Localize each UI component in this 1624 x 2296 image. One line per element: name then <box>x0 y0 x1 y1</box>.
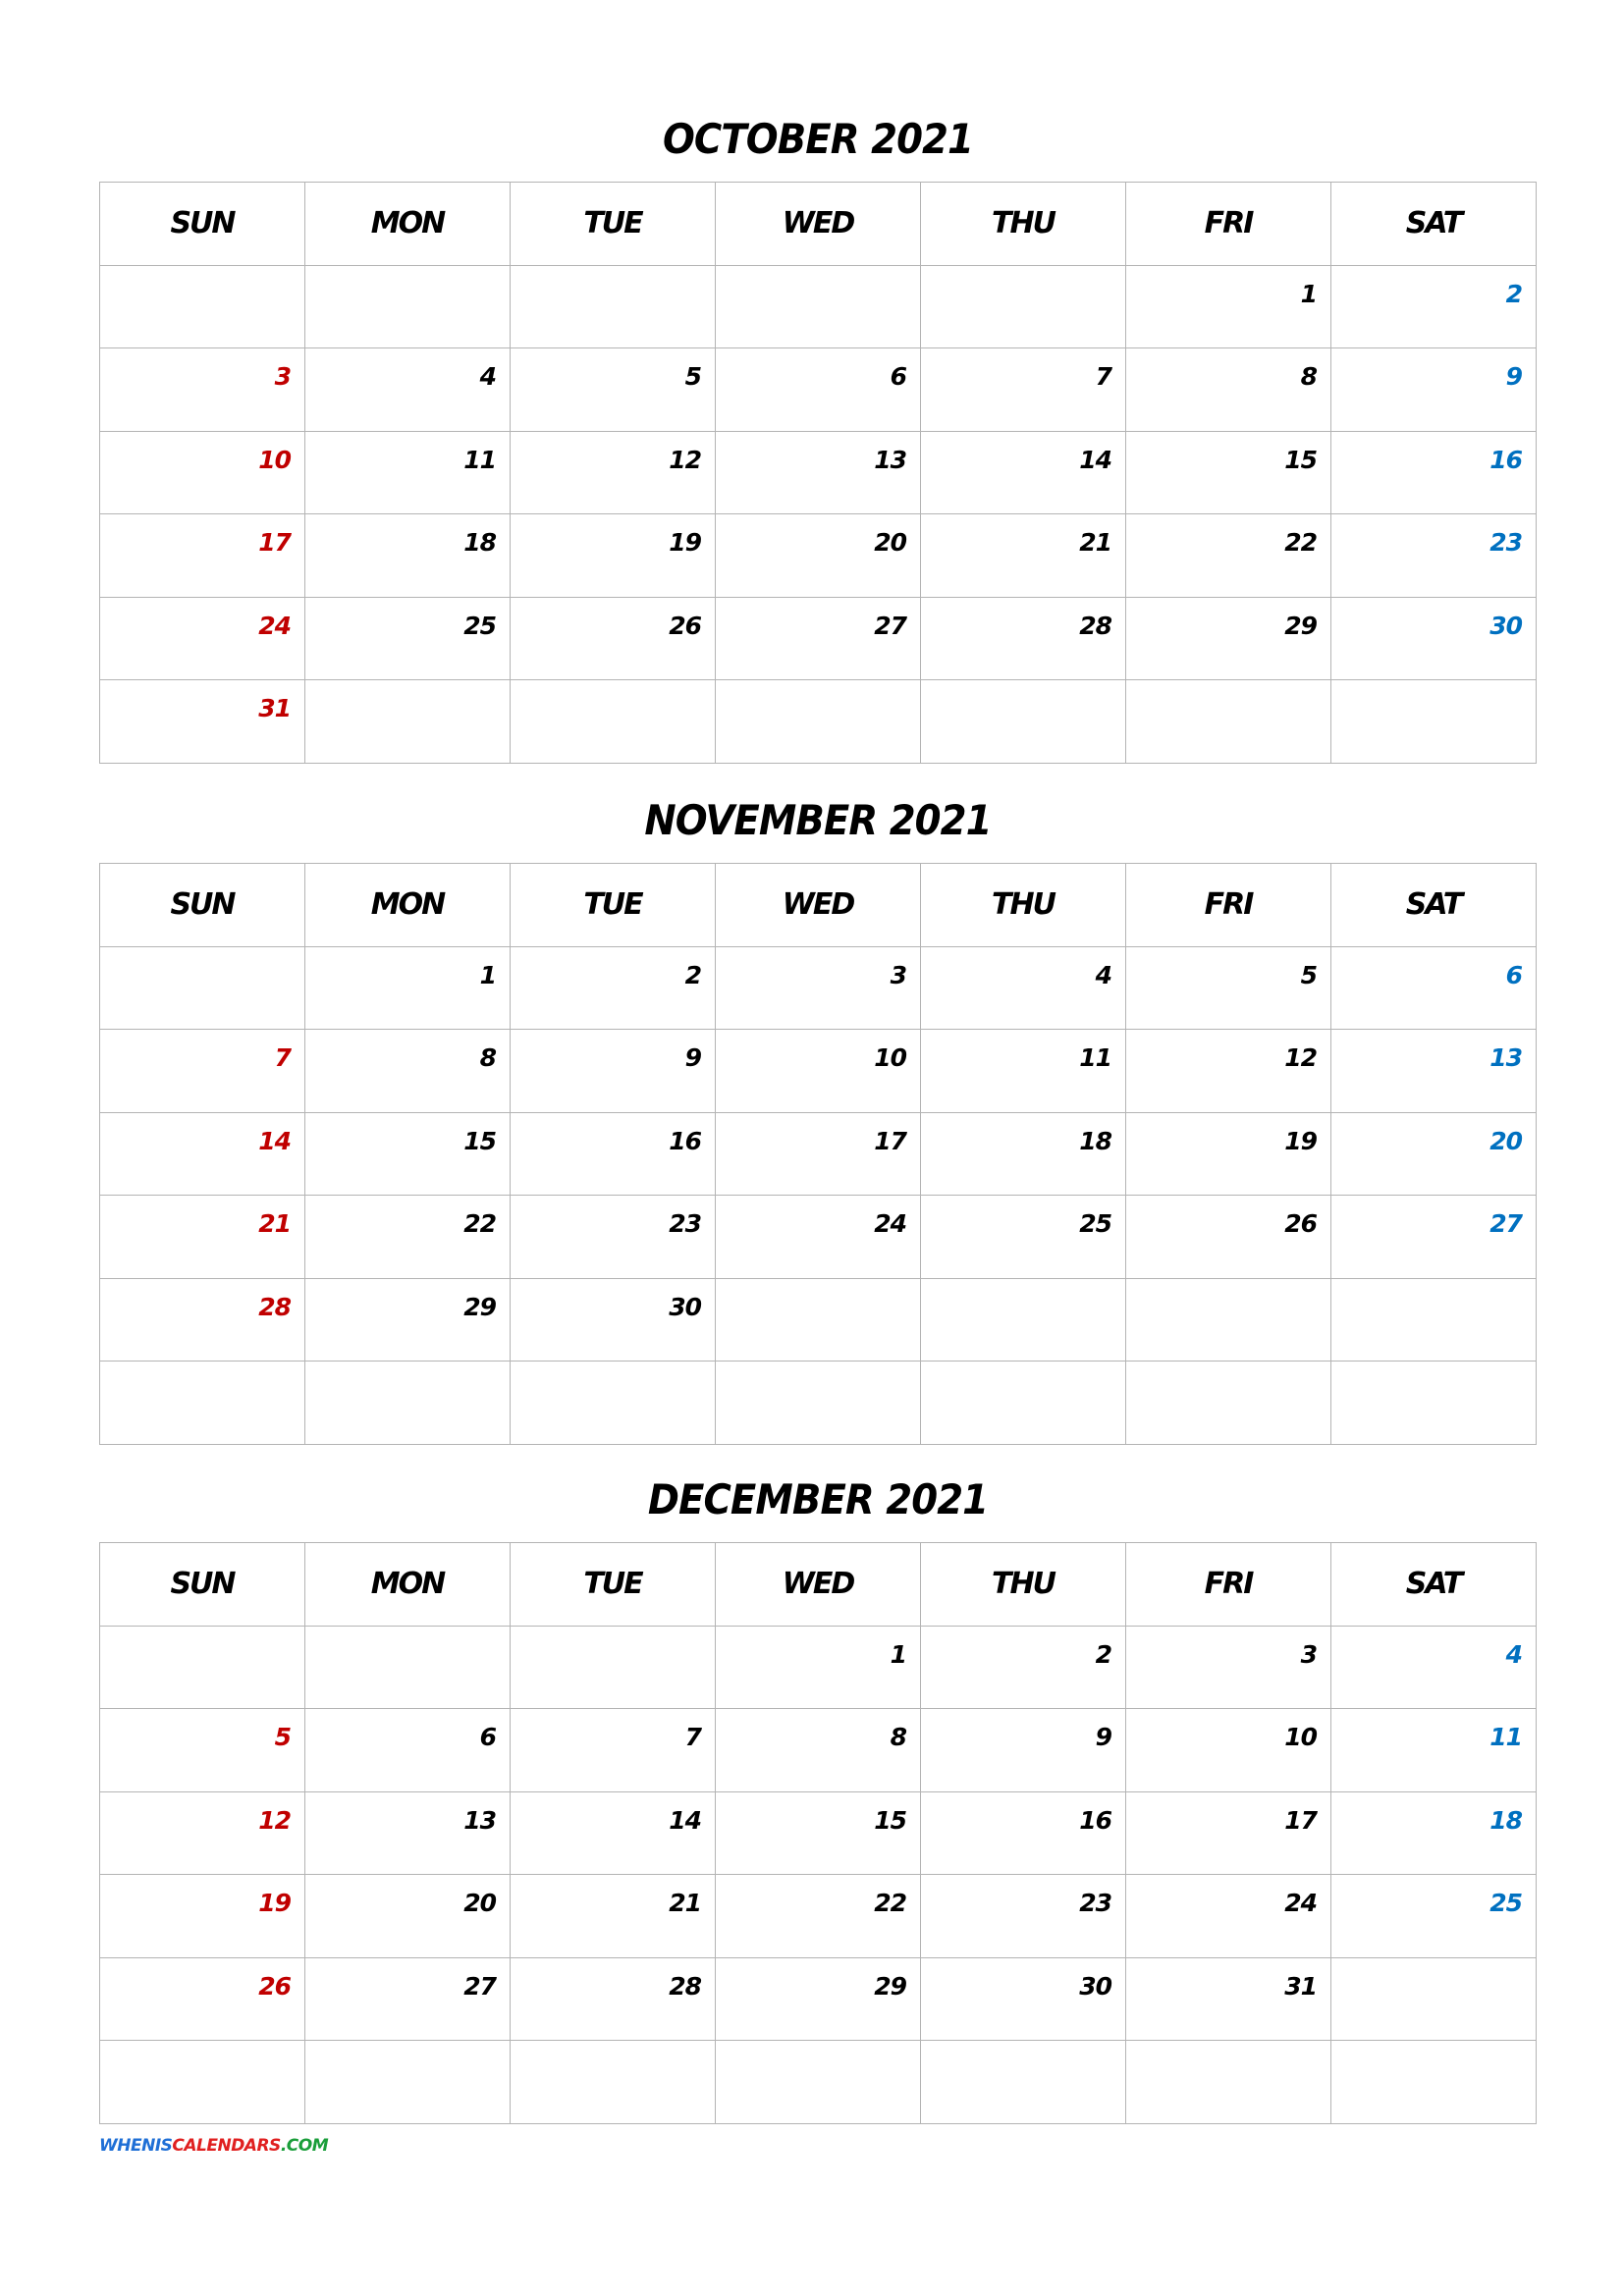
day-cell[interactable]: 5 <box>1126 946 1331 1030</box>
day-cell[interactable]: 31 <box>100 680 305 764</box>
day-cell[interactable]: 18 <box>1331 1791 1537 1875</box>
day-cell[interactable]: 11 <box>305 431 511 514</box>
day-cell <box>100 1362 305 1445</box>
day-cell <box>511 680 716 764</box>
week-row <box>100 1791 1537 1875</box>
day-cell[interactable]: 25 <box>305 597 511 680</box>
week-row <box>100 2041 1537 2124</box>
day-cell[interactable]: 26 <box>1126 1196 1331 1279</box>
weekday-header: FRI <box>1126 1543 1331 1627</box>
day-cell[interactable]: 1 <box>1126 265 1331 348</box>
day-cell <box>100 2041 305 2124</box>
day-cell <box>1331 1957 1537 2041</box>
month-grid <box>99 863 1537 1445</box>
day-cell <box>511 265 716 348</box>
day-cell[interactable]: 16 <box>511 1112 716 1196</box>
weekday-header: THU <box>921 1543 1126 1627</box>
day-cell[interactable]: 21 <box>921 514 1126 598</box>
day-cell[interactable]: 3 <box>1126 1626 1331 1709</box>
day-cell[interactable]: 30 <box>921 1957 1126 2041</box>
day-cell[interactable]: 6 <box>1331 946 1537 1030</box>
week-row <box>100 514 1537 598</box>
weekday-header: SAT <box>1331 183 1537 266</box>
day-cell[interactable]: 2 <box>921 1626 1126 1709</box>
month-grid <box>99 1542 1537 2124</box>
weekday-header: SAT <box>1331 864 1537 947</box>
day-cell <box>1331 680 1537 764</box>
weekday-header: MON <box>305 1543 511 1627</box>
day-cell[interactable]: 5 <box>511 348 716 432</box>
day-cell[interactable]: 23 <box>1331 514 1537 598</box>
day-cell[interactable]: 12 <box>100 1791 305 1875</box>
weekday-header: SUN <box>100 864 305 947</box>
day-cell <box>716 265 921 348</box>
day-cell[interactable]: 12 <box>1126 1030 1331 1113</box>
day-cell <box>921 1278 1126 1362</box>
weekday-header: TUE <box>511 864 716 947</box>
week-row <box>100 1957 1537 2041</box>
day-cell <box>716 680 921 764</box>
day-cell <box>1331 2041 1537 2124</box>
week-row <box>100 348 1537 432</box>
week-row <box>100 265 1537 348</box>
logo-part-2: CALENDARS <box>172 2136 281 2156</box>
day-cell <box>716 2041 921 2124</box>
day-cell[interactable]: 23 <box>511 1196 716 1279</box>
day-cell <box>511 2041 716 2124</box>
week-row <box>100 946 1537 1030</box>
day-cell[interactable]: 13 <box>1331 1030 1537 1113</box>
day-cell[interactable]: 1 <box>716 1626 921 1709</box>
day-cell[interactable]: 3 <box>716 946 921 1030</box>
week-row <box>100 1278 1537 1362</box>
day-cell[interactable]: 29 <box>1126 597 1331 680</box>
day-cell[interactable]: 27 <box>716 597 921 680</box>
day-cell[interactable]: 30 <box>1331 597 1537 680</box>
day-cell[interactable]: 1 <box>305 946 511 1030</box>
day-cell[interactable]: 4 <box>921 946 1126 1030</box>
day-cell <box>1331 1362 1537 1445</box>
weekday-header: WED <box>716 1543 921 1627</box>
day-cell[interactable]: 20 <box>716 514 921 598</box>
day-cell[interactable]: 29 <box>716 1957 921 2041</box>
weekday-header: MON <box>305 183 511 266</box>
day-cell[interactable]: 9 <box>1331 348 1537 432</box>
day-cell <box>100 265 305 348</box>
day-cell <box>716 1362 921 1445</box>
day-cell[interactable]: 25 <box>1331 1875 1537 1958</box>
day-cell[interactable]: 19 <box>100 1875 305 1958</box>
weekday-header: SUN <box>100 183 305 266</box>
day-cell <box>305 1362 511 1445</box>
day-cell[interactable]: 18 <box>305 514 511 598</box>
day-cell[interactable]: 14 <box>511 1791 716 1875</box>
day-cell[interactable]: 27 <box>305 1957 511 2041</box>
day-cell[interactable]: 28 <box>921 597 1126 680</box>
day-cell[interactable]: 9 <box>921 1709 1126 1792</box>
day-cell[interactable]: 24 <box>716 1196 921 1279</box>
day-cell[interactable]: 23 <box>921 1875 1126 1958</box>
weekday-header: MON <box>305 864 511 947</box>
day-cell[interactable]: 24 <box>1126 1875 1331 1958</box>
site-logo[interactable] <box>99 2136 328 2156</box>
weekday-header: TUE <box>511 1543 716 1627</box>
day-cell[interactable]: 17 <box>716 1112 921 1196</box>
day-cell[interactable]: 11 <box>921 1030 1126 1113</box>
day-cell[interactable]: 2 <box>511 946 716 1030</box>
weekday-header-row <box>100 864 1537 947</box>
month-title: NOVEMBER 2021 <box>644 796 992 844</box>
day-cell[interactable]: 10 <box>716 1030 921 1113</box>
day-cell[interactable]: 13 <box>305 1791 511 1875</box>
month-title: OCTOBER 2021 <box>663 115 973 163</box>
day-cell <box>921 2041 1126 2124</box>
weekday-header: WED <box>716 864 921 947</box>
day-cell[interactable]: 7 <box>921 348 1126 432</box>
day-cell <box>305 265 511 348</box>
day-cell <box>921 680 1126 764</box>
day-cell <box>511 1362 716 1445</box>
day-cell <box>921 265 1126 348</box>
day-cell <box>921 1362 1126 1445</box>
week-row <box>100 1196 1537 1279</box>
day-cell[interactable]: 10 <box>1126 1709 1331 1792</box>
week-row <box>100 597 1537 680</box>
day-cell[interactable]: 11 <box>1331 1709 1537 1792</box>
day-cell[interactable]: 7 <box>511 1709 716 1792</box>
week-row <box>100 1626 1537 1709</box>
day-cell[interactable]: 14 <box>921 431 1126 514</box>
day-cell[interactable]: 26 <box>100 1957 305 2041</box>
day-cell[interactable]: 16 <box>921 1791 1126 1875</box>
day-cell <box>1126 1362 1331 1445</box>
week-row <box>100 1112 1537 1196</box>
day-cell[interactable]: 26 <box>511 597 716 680</box>
month-title: DECEMBER 2021 <box>647 1475 989 1523</box>
day-cell[interactable]: 21 <box>511 1875 716 1958</box>
day-cell <box>1126 2041 1331 2124</box>
weekday-header: FRI <box>1126 864 1331 947</box>
day-cell[interactable]: 28 <box>511 1957 716 2041</box>
day-cell[interactable]: 29 <box>305 1278 511 1362</box>
day-cell[interactable]: 28 <box>100 1278 305 1362</box>
day-cell[interactable]: 20 <box>1331 1112 1537 1196</box>
weekday-header: FRI <box>1126 183 1331 266</box>
day-cell[interactable]: 22 <box>1126 514 1331 598</box>
day-cell[interactable]: 31 <box>1126 1957 1331 2041</box>
day-cell[interactable]: 20 <box>305 1875 511 1958</box>
day-cell[interactable]: 22 <box>716 1875 921 1958</box>
week-row <box>100 680 1537 764</box>
day-cell[interactable]: 13 <box>716 431 921 514</box>
day-cell[interactable]: 4 <box>1331 1626 1537 1709</box>
month-grid <box>99 182 1537 764</box>
weekday-header-row <box>100 1543 1537 1627</box>
day-cell[interactable]: 6 <box>716 348 921 432</box>
day-cell[interactable]: 7 <box>100 1030 305 1113</box>
day-cell <box>100 1626 305 1709</box>
day-cell <box>305 1626 511 1709</box>
day-cell[interactable]: 30 <box>511 1278 716 1362</box>
logo-part-3: .COM <box>280 2136 329 2156</box>
day-cell <box>305 2041 511 2124</box>
day-cell[interactable]: 15 <box>716 1791 921 1875</box>
week-row <box>100 1709 1537 1792</box>
day-cell[interactable]: 15 <box>1126 431 1331 514</box>
day-cell[interactable]: 22 <box>305 1196 511 1279</box>
day-cell <box>305 680 511 764</box>
day-cell[interactable]: 17 <box>1126 1791 1331 1875</box>
weekday-header: TUE <box>511 183 716 266</box>
weekday-header: SAT <box>1331 1543 1537 1627</box>
day-cell[interactable]: 5 <box>100 1709 305 1792</box>
day-cell[interactable]: 10 <box>100 431 305 514</box>
weekday-header-row <box>100 183 1537 266</box>
weekday-header: WED <box>716 183 921 266</box>
day-cell <box>100 946 305 1030</box>
weekday-header: THU <box>921 864 1126 947</box>
day-cell[interactable]: 15 <box>305 1112 511 1196</box>
day-cell[interactable]: 21 <box>100 1196 305 1279</box>
day-cell[interactable]: 9 <box>511 1030 716 1113</box>
day-cell[interactable]: 18 <box>921 1112 1126 1196</box>
day-cell[interactable]: 2 <box>1331 265 1537 348</box>
weekday-header: THU <box>921 183 1126 266</box>
day-cell[interactable]: 25 <box>921 1196 1126 1279</box>
day-cell <box>1331 1278 1537 1362</box>
day-cell[interactable]: 19 <box>511 514 716 598</box>
day-cell[interactable]: 24 <box>100 597 305 680</box>
weekday-header: SUN <box>100 1543 305 1627</box>
day-cell[interactable]: 8 <box>1126 348 1331 432</box>
day-cell[interactable]: 8 <box>305 1030 511 1113</box>
day-cell[interactable]: 17 <box>100 514 305 598</box>
day-cell[interactable]: 6 <box>305 1709 511 1792</box>
week-row <box>100 1362 1537 1445</box>
day-cell[interactable]: 3 <box>100 348 305 432</box>
week-row <box>100 1030 1537 1113</box>
day-cell <box>716 1278 921 1362</box>
day-cell[interactable]: 27 <box>1331 1196 1537 1279</box>
day-cell[interactable]: 4 <box>305 348 511 432</box>
day-cell <box>511 1626 716 1709</box>
day-cell[interactable]: 14 <box>100 1112 305 1196</box>
week-row <box>100 431 1537 514</box>
week-row <box>100 1875 1537 1958</box>
day-cell[interactable]: 12 <box>511 431 716 514</box>
logo-part-1: WHENIS <box>99 2136 173 2156</box>
day-cell[interactable]: 16 <box>1331 431 1537 514</box>
day-cell[interactable]: 19 <box>1126 1112 1331 1196</box>
day-cell <box>1126 680 1331 764</box>
day-cell <box>1126 1278 1331 1362</box>
day-cell[interactable]: 8 <box>716 1709 921 1792</box>
